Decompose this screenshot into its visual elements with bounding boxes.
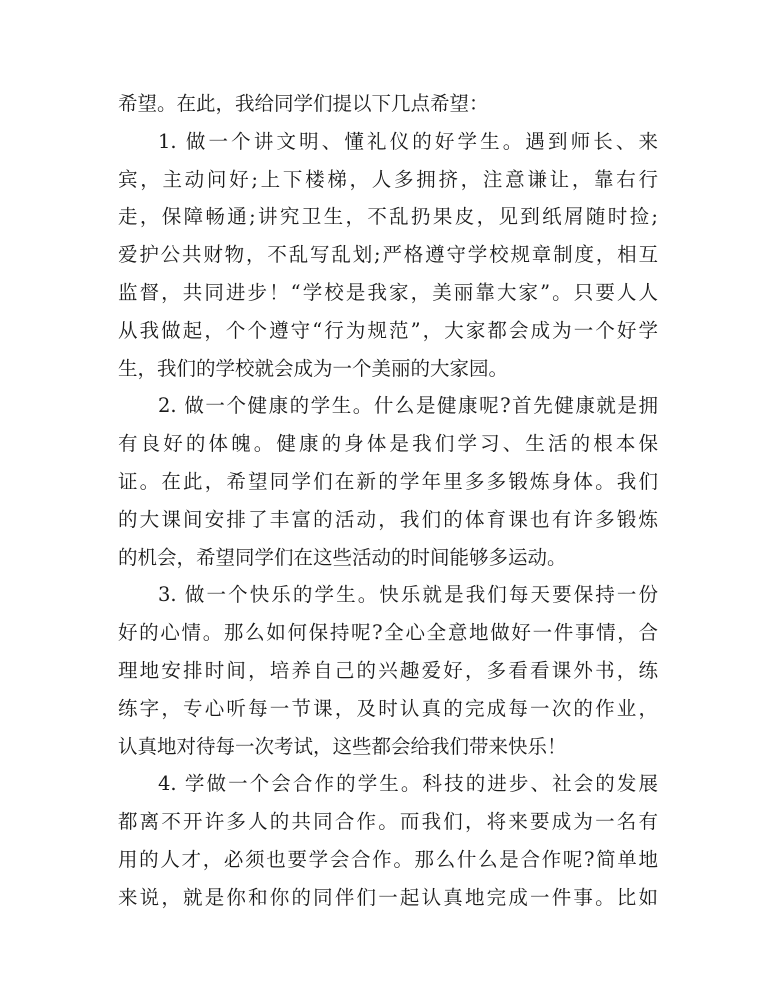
text-line-item-4-start: 4. 学做一个会合作的学生。科技的进步、社会的发展	[158, 772, 658, 796]
text-line: 来说，就是你和你的同伴们一起认真地完成一件事。比如	[118, 885, 658, 909]
text-line: 监督，共同进步！“学校是我家，美丽靠大家”。只要人人	[118, 280, 658, 304]
text-line: 练字，专心听每一节课，及时认真的完成每一次的作业，	[118, 696, 658, 720]
text-line: 生，我们的学校就会成为一个美丽的大家园。	[118, 356, 509, 380]
text-line-item-3-start: 3. 做一个快乐的学生。快乐就是我们每天要保持一份	[158, 583, 658, 607]
text-line: 的大课间安排了丰富的活动，我们的体育课也有许多锻炼	[118, 507, 658, 531]
text-line: 希望。在此，我给同学们提以下几点希望：	[118, 92, 489, 115]
text-line: 好的心情。那么如何保持呢?全心全意地做好一件事情，合	[118, 621, 658, 645]
text-line: 宾，主动问好;上下楼梯，人多拥挤，注意谦让，靠右行	[118, 167, 658, 191]
text-line: 都离不开许多人的共同合作。而我们，将来要成为一名有	[118, 810, 658, 834]
document-body-text	[118, 85, 658, 917]
text-line: 认真地对待每一次考试，这些都会给我们带来快乐！	[118, 734, 567, 758]
text-line: 用的人才，必须也要学会合作。那么什么是合作呢?简单地	[118, 847, 658, 871]
text-line: 理地安排时间，培养自己的兴趣爱好，多看看课外书，练	[118, 658, 658, 682]
text-line: 有良好的体魄。健康的身体是我们学习、生活的根本保	[118, 432, 658, 456]
text-line: 从我做起，个个遵守“行为规范”，大家都会成为一个好学	[118, 318, 658, 342]
text-line: 爱护公共财物，不乱写乱划;严格遵守学校规章制度，相互	[118, 243, 658, 267]
text-line-item-2-start: 2. 做一个健康的学生。什么是健康呢?首先健康就是拥	[158, 394, 658, 418]
text-line: 证。在此，希望同学们在新的学年里多多锻炼身体。我们	[118, 469, 658, 493]
text-line: 的机会，希望同学们在这些活动的时间能够多运动。	[118, 545, 567, 569]
text-line: 走，保障畅通;讲究卫生，不乱扔果皮，见到纸屑随时捡;	[118, 205, 658, 229]
text-line-item-1-start: 1. 做一个讲文明、懂礼仪的好学生。遇到师长、来	[158, 129, 658, 153]
